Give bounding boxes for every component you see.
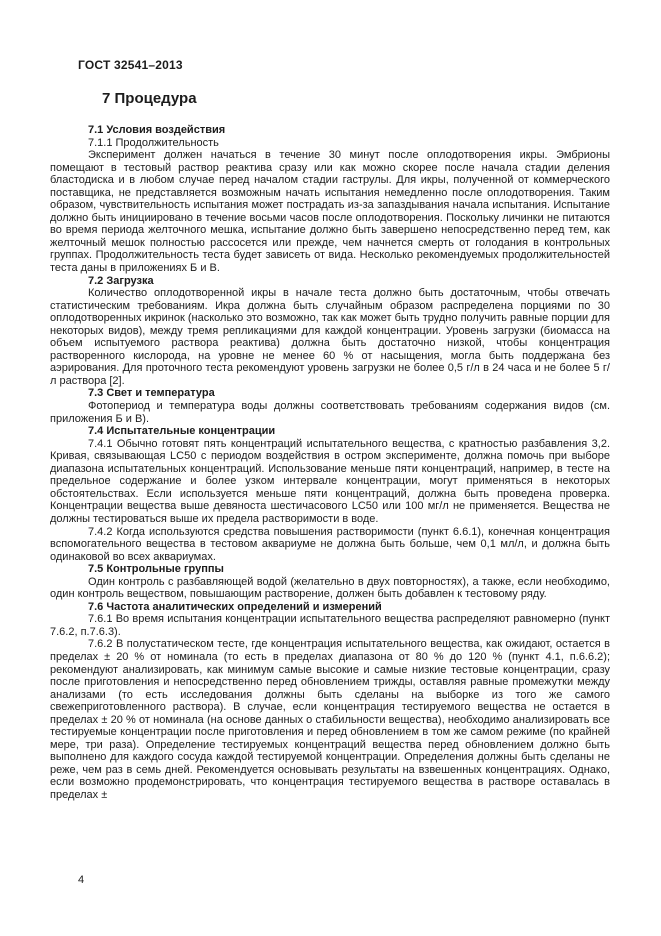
clause-heading-7-1-1: 7.1.1 Продолжительность [88, 136, 219, 149]
paragraph-control-groups: Один контроль с разбавляющей водой (желательно в двух повторностях), а также, если необходимо, один контроль веществом, повышающим растворение, должен быть добавлен к тестовому ряду. [50, 575, 610, 601]
paragraph-light-temperature: Фотопериод и температура воды должны соответствовать требованиям содержания видов (см. приложения Б и В). [50, 400, 610, 425]
document-content [50, 90, 610, 802]
subsection-heading-7-3: 7.3 Свет и температура [88, 387, 215, 400]
paragraph-frequency-761: 7.6.1 Во время испытания концентрации испытательного вещества распределяют равномерно (пункт 7.6.2, п.7.6.3). [50, 613, 610, 638]
paragraph-concentrations-741: 7.4.1 Обычно готовят пять концентраций испытательного вещества, с кратностью разбавления 3,2. Кривая, связывающая LC50 с периодом воздействия в остром эксперименте, должна помочь при выборе диапазона испытательных концентраций. Использование меньше пяти концентраций, например, в тесте на предельное содержание и более узком интервале концентрации, могут применяться в некоторых обстоятельствах. Если используется меньше пяти концентраций, должна быть проведена проверка. Концентрации вещества выше девяноста шестичасового LC50 или 100 мг/л не применяется. Вещества не должны тестироваться выше их предела растворимости в воде. [50, 437, 610, 525]
paragraph-loading: Количество оплодотворенной икры в начале теста должно быть достаточным, чтобы отвечать статистическим требованиям. Икра должна быть случайным образом распределена порциями по 30 оплодотворенных икринок (насколько это возможно, так как может быть трудно получить равные порции для некоторых видов), между тремя репликациями для каждой концентрации. Уровень загрузки (биомасса на объем испытуемого раствора реактива) должна быть достаточно низкой, чтобы концентрация растворенного кислорода, на уровне не менее 60 % от насыщения, могла быть поддержана без аэрирования. Для проточного теста рекомендуют уровень загрузки не более 0,5 г/л в 24 часа и не более 5 г/л раствора [2]. [50, 287, 610, 387]
paragraph-frequency-762: 7.6.2 В полустатическом тесте, где концентрация испытательного вещества, как ожидают, остается в пределах ± 20 % от номинала (то есть в пределах диапазона от 80 % до 120 % (пункт 4.1, п.6.6.2); рекомендуют анализировать, как минимум самые высокие и самые низкие тестовые концентрации, сразу после приготовления и непосредственно перед обновлением трижды, оставляя равные промежутки между анализами (то есть исследования должны быть сделаны на выборке из того же самого свежеприготовленного раствора). В случае, если концентрация тестируемого вещества не остается в пределах ± 20 % от номинала (на основе данных о стабильности вещества), необходимо анализировать все тестируемые концентрации после приготовления и перед обновлением в том же самом режиме (по крайней мере, три раза). Определение тестируемых концентраций вещества перед обновлением должно быть выполнено для каждого сосуда каждой тестируемой концентрации. Определения должны быть сделаны не реже, чем раз в семь дней. Рекомендуется основывать результаты на взвешенных концентрациях. Однако, если возможно продемонстрировать, что концентрация тестируемого вещества в растворе оставалась в пределах ± [50, 638, 610, 801]
paragraph-duration: Эксперимент должен начаться в течение 30 минут после оплодотворения икры. Эмбрионы помещают в тестовый раствор реактива сразу или как можно скорее после начала стадии деления бластодиска и в любом случае перед началом стадии гаструлы. Для икры, полученной от коммерческого поставщика, не представляется возможным начать испытания немедленно после оплодотворения. Таким образом, чувствительность испытания может пострадать из-за запаздывания начала испытания. Испытание должно быть инициировано в течение восьми часов после оплодотворения. Поскольку личинки не питаются во время периода желточного мешка, испытание должно быть завершено непосредственно перед тем, как желточный мешок полностью рассосется или прежде, чем начнется смерть от голодания в контрольных группах. Продолжительность теста будет зависеть от вида. Несколько рекомендуемых продолжительностей теста даны в приложениях Б и В. [50, 149, 610, 275]
subsection-heading-7-6: 7.6 Частота аналитических определений и измерений [88, 600, 382, 613]
standard-number: ГОСТ 32541–2013 [78, 58, 183, 72]
subsection-heading-7-2: 7.2 Загрузка [88, 274, 154, 287]
page-number: 4 [78, 874, 85, 886]
subsection-heading-7-4: 7.4 Испытательные концентрации [88, 425, 276, 438]
paragraph-concentrations-742: 7.4.2 Когда используются средства повышения растворимости (пункт 6.6.1), конечная концентрация вспомогательного вещества в тестовом аквариуме не должна быть больше, чем 0,1 мл/л, и должна быть одинаковой во всех аквариумах. [50, 525, 610, 563]
subsection-heading-7-1: 7.1 Условия воздействия [88, 124, 226, 136]
subsection-heading-7-5: 7.5 Контрольные группы [88, 563, 224, 576]
section-title: 7 Процедура [102, 90, 197, 107]
